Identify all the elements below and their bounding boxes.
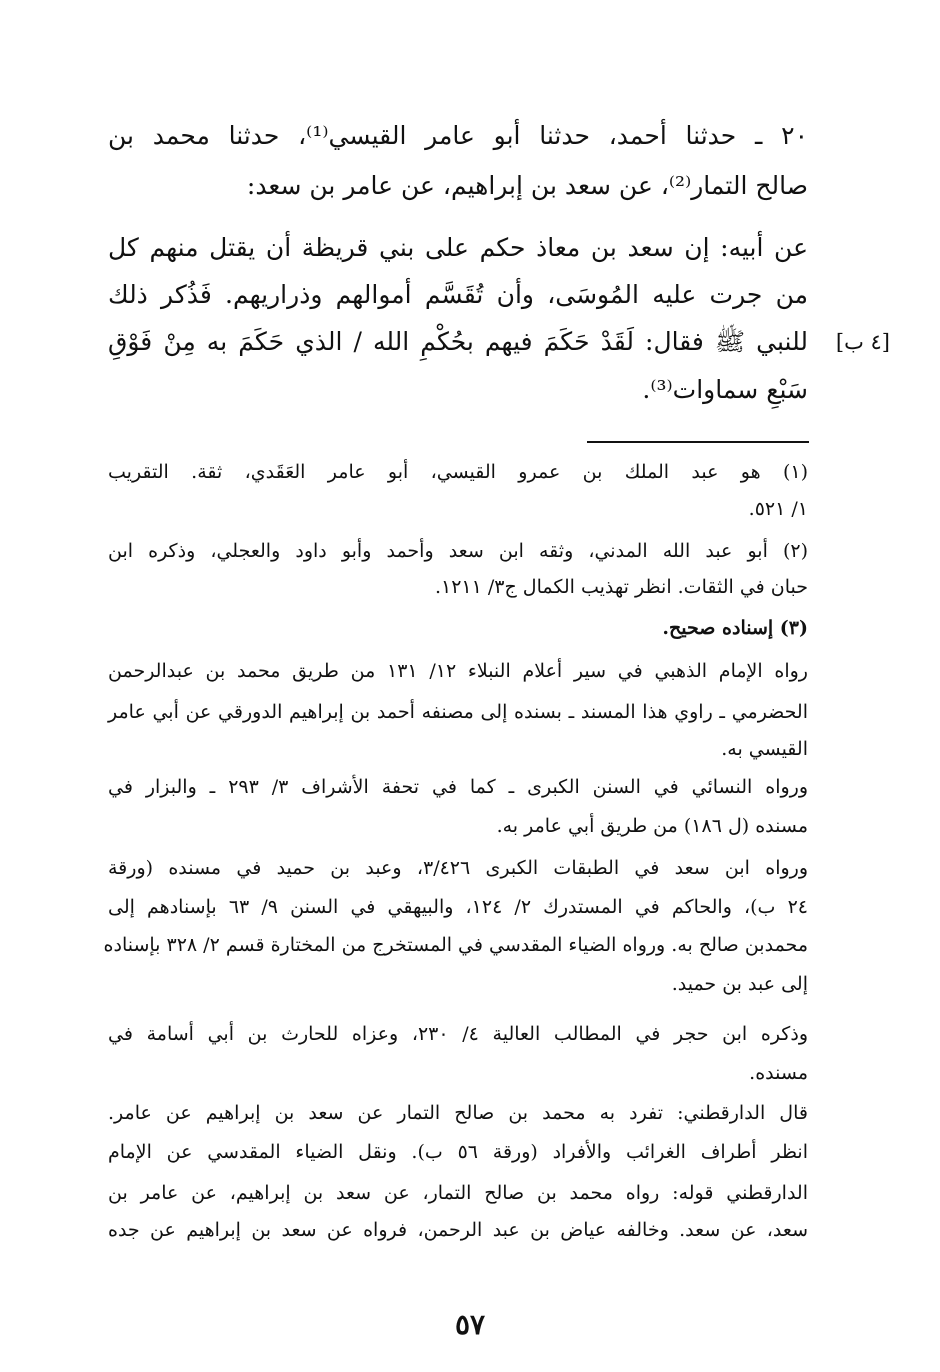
footnote-line: وذكره ابن حجر في المطالب العالية ٤/ ٢٣٠، وعزاه للحارث بن أبي أسامة في	[108, 1023, 808, 1045]
footnote-line: سعد، عن سعد. وخالفه عياض بن عبد الرحمن، فرواه عن سعد بن إبراهيم عن جده	[108, 1219, 808, 1241]
footnote-line: مسنده.	[749, 1062, 808, 1084]
hadith-line-1: ٢٠ ـ حدثنا أحمد، حدثنا أبو عامر القيسي⁽¹⁾، حدثنا محمد بن	[108, 121, 808, 150]
footnote-line: مسنده (ل ١٨٦) من طريق أبي عامر به.	[496, 815, 808, 837]
footnote-line: ٢٤ ب)، والحاكم في المستدرك ٢/ ١٢٤، والبيهقي في السنن ٩/ ٦٣ بإسنادهم إلى	[108, 896, 808, 918]
footnote-line: (١) هو عبد الملك بن عمرو القيسي، أبو عامر العَقَدي، ثقة. التقريب	[108, 461, 808, 483]
hadith-line-3: عن أبيه: إن سعد بن معاذ حكم على بني قريظة أن يقتل منهم كل	[108, 233, 808, 262]
hadith-line-2: صالح التمار⁽²⁾، عن سعد بن إبراهيم، عن عامر بن سعد:	[246, 171, 808, 200]
footnote-line: محمدبن صالح به. ورواه الضياء المقدسي في المستخرج من المختارة قسم ٢/ ٣٢٨ بإسناده	[103, 934, 808, 956]
page-number: ٥٧	[454, 1308, 486, 1341]
footnote-line: (٣) إسناده صحيح.	[662, 617, 808, 639]
footnote-line: (٢) أبو عبد الله المدني، وثقه ابن سعد وأحمد وأبو داود والعجلي، وذكره ابن	[108, 540, 808, 562]
footnote-line: انظر أطراف الغرائب والأفراد (ورقة ٥٦ ب). ونقل الضياء المقدسي عن الإمام	[108, 1141, 808, 1163]
folio-margin-note: [٤ ب]	[835, 330, 890, 354]
footnote-line: إلى عبد بن حميد.	[671, 973, 808, 995]
footnote-line: حبان في الثقات. انظر تهذيب الكمال ج٣/ ١٢١١.	[434, 576, 808, 598]
footnote-line: رواه الإمام الذهبي في سير أعلام النبلاء ١٢/ ١٣١ من طريق محمد بن عبدالرحمن	[108, 660, 808, 682]
footnote-line: الدارقطني قوله: رواه محمد بن صالح التمار، عن سعد بن إبراهيم، عن عامر بن	[108, 1182, 808, 1204]
footnote-line: قال الدارقطني: تفرد به محمد بن صالح التمار عن سعد بن إبراهيم عن عامر.	[108, 1102, 808, 1124]
footnote-line: ورواه النسائي في السنن الكبرى ـ كما في تحفة الأشراف ٣/ ٢٩٣ ـ والبزار في	[108, 776, 808, 798]
footnote-line: ورواه ابن سعد في الطبقات الكبرى ٣/٤٢٦، وعبد بن حميد في مسنده (ورقة	[108, 857, 809, 879]
hadith-line-6: سَبْعِ سماوات⁽³⁾.	[642, 375, 808, 404]
footnote-line: ١/ ٥٢١.	[748, 498, 808, 520]
footnote-line: القيسي به.	[721, 738, 808, 760]
hadith-line-4: من جرت عليه المُوسَى، وأن تُقَسَّم أموالهم وذراريهم. فَذُكر ذلك	[108, 280, 808, 309]
hadith-line-5: للنبي ﷺ فقال: لَقَدْ حَكَمَ فيهم بحُكْمِ الله / الذي حَكَمَ به مِنْ فَوْقِ	[108, 327, 808, 356]
footnote-separator	[587, 441, 809, 443]
footnote-line: الحضرمي ـ راوي هذا المسند ـ بسنده إلى مصنفه أحمد بن إبراهيم الدورقي عن أبي عامر	[108, 701, 808, 723]
